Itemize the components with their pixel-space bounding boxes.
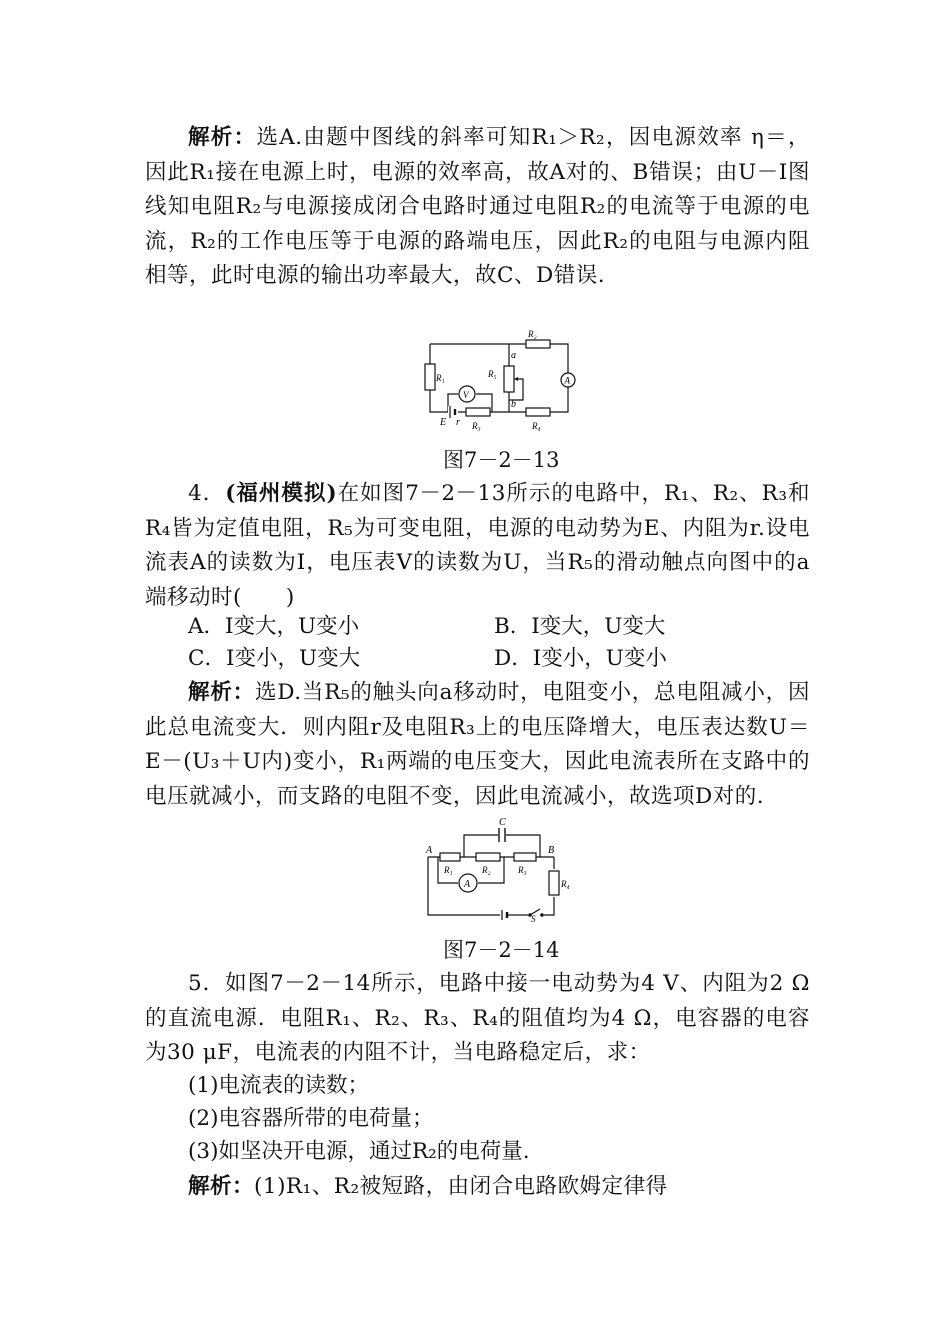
label-A: A bbox=[426, 845, 433, 856]
question-5 bbox=[145, 967, 810, 1071]
label-R2: R₂ bbox=[528, 329, 537, 339]
label-b: b bbox=[511, 399, 516, 410]
label-C: C bbox=[499, 817, 506, 828]
label-a: a bbox=[511, 350, 516, 361]
label-S: S bbox=[531, 914, 536, 923]
question-4 bbox=[145, 477, 810, 615]
circuit-figure-7-2-13 bbox=[418, 328, 588, 434]
question-text: 如图7－2－14所示，电路中接一电动势为4 V、内阻为2 Ω 的直流电源．电阻R₁、R₂、R₃、R₄的阻值均为4 Ω，电容器的电容为30 μF，电流表的内阻不计，当电路稳定后，求： bbox=[145, 971, 810, 1065]
ammeter-label: A bbox=[464, 879, 471, 890]
ammeter-label: A bbox=[564, 375, 570, 386]
question-number: 5． bbox=[188, 971, 226, 996]
analysis-text: 选D.当R₅的触头向a移动时，电阻变小，总电阻减小，因此总电流变大．则内阻r及电阻R₃上的电压降增大，电压表达数U＝E－(U₃＋U内)变小，R₁两端的电压变大，因此电流表所在支路中的电压就减小，而支路的电阻不变，因此电流减小，故选项D对的. bbox=[145, 680, 810, 809]
option-c: C．I变小，U变大 bbox=[188, 646, 361, 671]
analysis-paragraph-1 bbox=[145, 121, 810, 294]
option-a: A．I变大，U变小 bbox=[188, 614, 360, 639]
voltmeter-label: V bbox=[463, 390, 469, 400]
subquestion-2: (2)电容器所带的电荷量； bbox=[188, 1106, 434, 1131]
question-text: 在如图7－2－13所示的电路中，R₁、R₂、R₃和R₄皆为定值电阻，R₅为可变电阻，电源的电动势为E、内阻为r.设电流表A的读数为I，电压表V的读数为U，当R₅的滑动触点向图中的a端移动时( ) bbox=[145, 481, 811, 610]
option-b: B．I变大，U变大 bbox=[494, 614, 666, 639]
label-r: r bbox=[456, 417, 460, 428]
label-R4: R₄ bbox=[532, 421, 541, 431]
option-d: D．I变小，U变小 bbox=[494, 646, 667, 671]
analysis-text: 选A.由题中图线的斜率可知R₁＞R₂，因电源效率 η＝，因此R₁接在电源上时，电源的效率高，故A对的、B错误；由U－I图线知电阻R₂与电源接成闭合电路时通过电阻R₂的电流等于电源的电流，R₂的工作电压等于电源的路端电压，因此R₂的电阻与电源内阻相等，此时电源的输出功率最大，故C、D错误. bbox=[145, 125, 810, 288]
figure-caption-7-2-13: 图7－2－13 bbox=[443, 448, 560, 472]
label-R1: R₁ bbox=[436, 373, 445, 383]
label-E: E bbox=[440, 417, 447, 428]
analysis-paragraph-2 bbox=[145, 676, 810, 814]
subquestion-1: (1)电流表的读数； bbox=[188, 1073, 369, 1098]
question-number: 4． bbox=[188, 481, 226, 506]
analysis-label: 解析： bbox=[188, 125, 257, 150]
subquestion-3: (3)如坚决开电源，通过R₂的电荷量. bbox=[188, 1139, 530, 1164]
label-B: B bbox=[548, 845, 555, 856]
analysis-text: (1)R₁、R₂被短路，由闭合电路欧姆定律得 bbox=[254, 1174, 668, 1199]
figure-caption-7-2-14: 图7－2－14 bbox=[443, 938, 560, 962]
label-R2: R₂ bbox=[482, 865, 491, 875]
label-R1: R₁ bbox=[444, 865, 453, 875]
analysis-paragraph-3 bbox=[145, 1170, 810, 1205]
label-R3: R₃ bbox=[472, 421, 481, 431]
question-source: (福州模拟) bbox=[225, 481, 338, 506]
label-R4: R₄ bbox=[561, 879, 570, 889]
label-R5: R₅ bbox=[488, 369, 497, 379]
circuit-figure-7-2-14 bbox=[418, 813, 588, 923]
analysis-label: 解析： bbox=[188, 680, 255, 705]
analysis-label: 解析： bbox=[188, 1174, 255, 1199]
label-R3: R₃ bbox=[518, 865, 527, 875]
